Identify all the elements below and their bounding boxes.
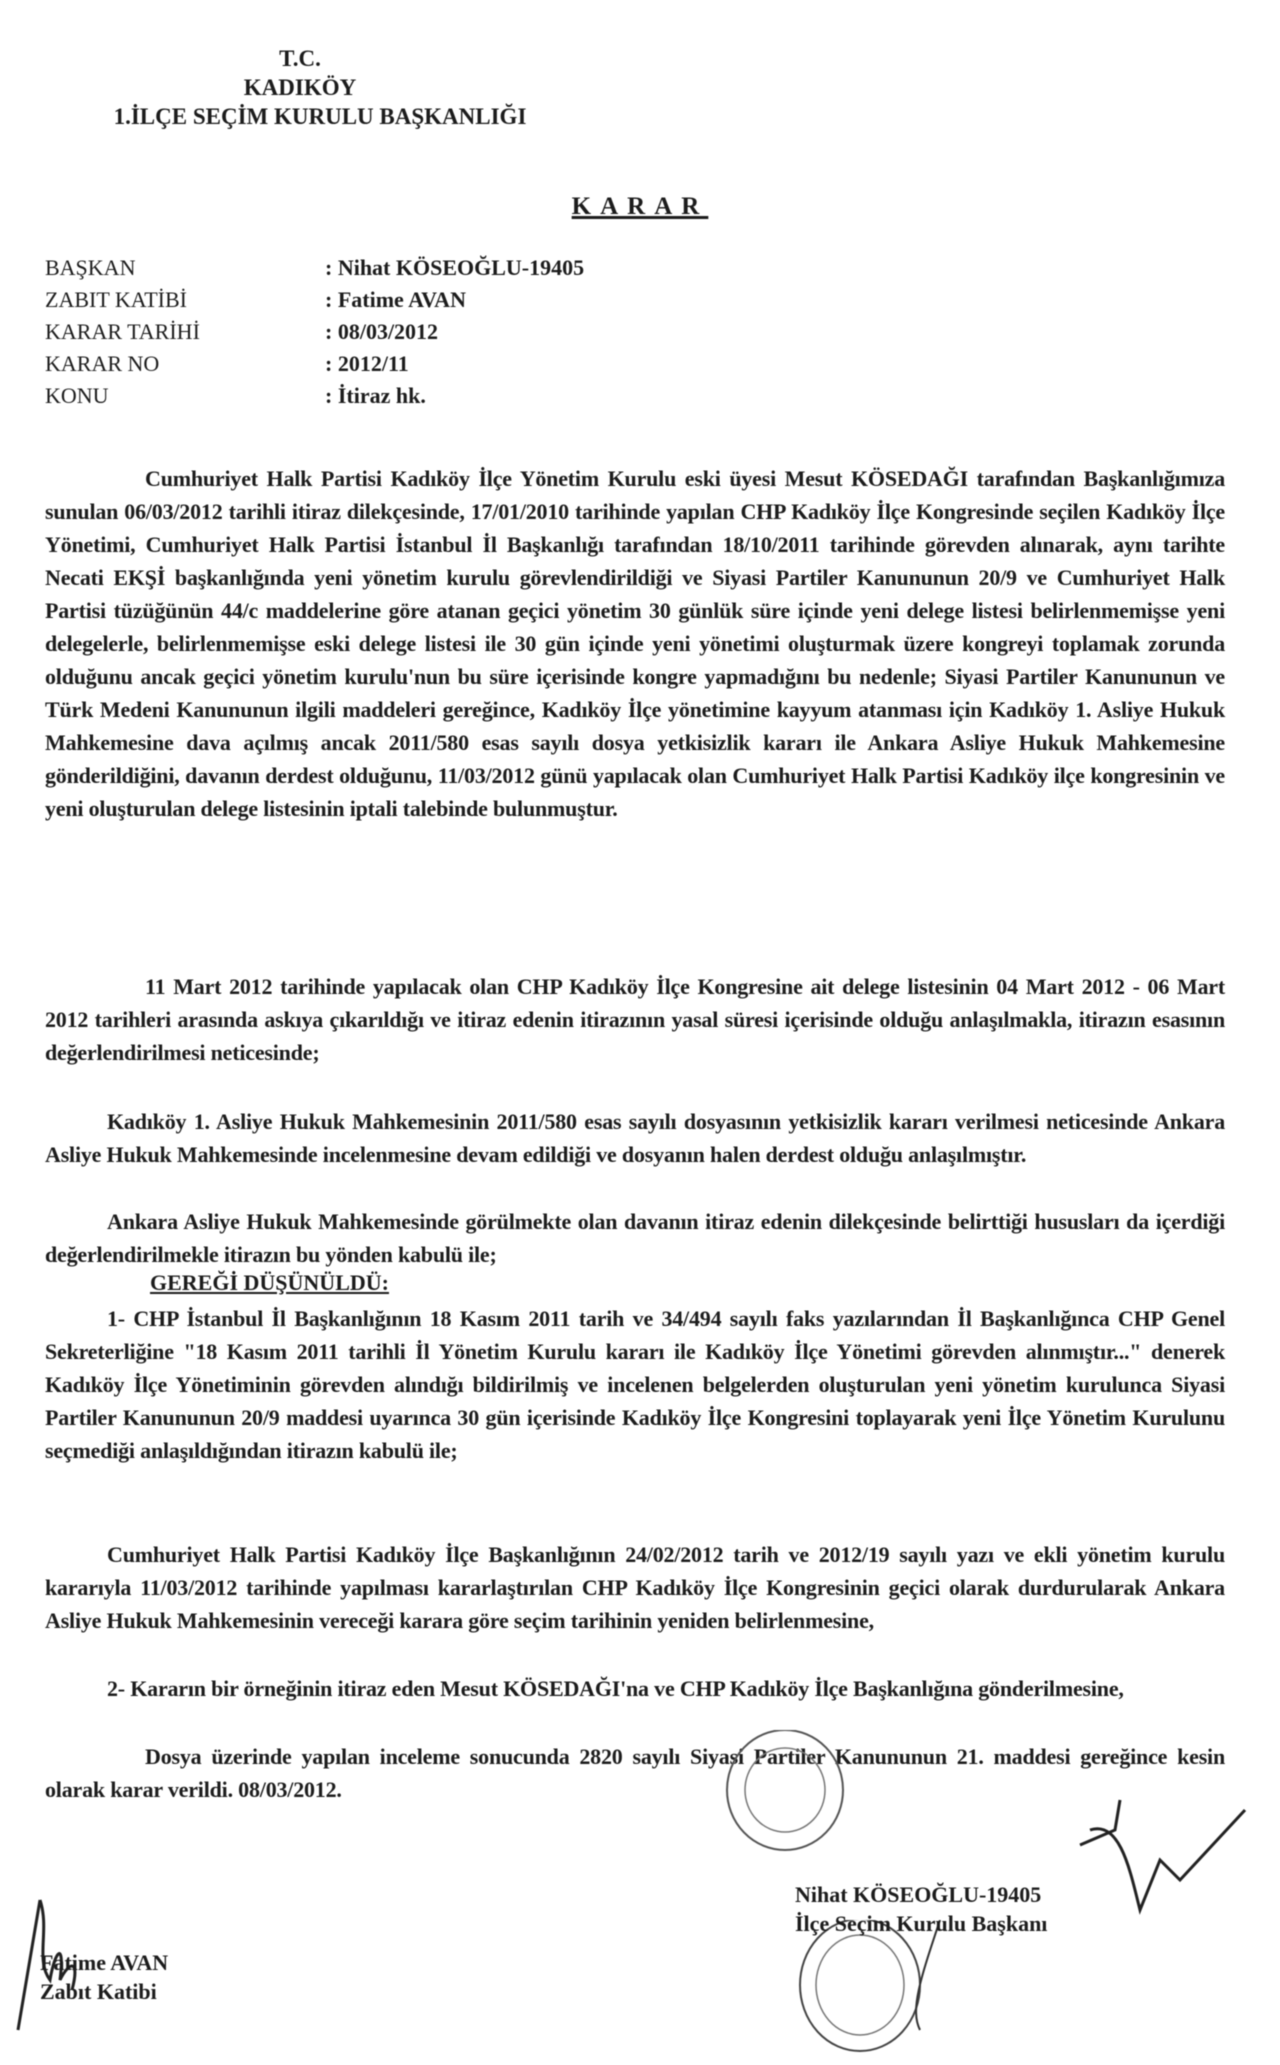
field-value: : Fatime AVAN	[325, 287, 466, 312]
field-value: : İtiraz hk.	[325, 383, 426, 408]
header-district: KADIKÖY	[243, 75, 357, 100]
header-tc: T.C.	[279, 46, 321, 71]
field-label: BAŞKAN	[45, 255, 136, 280]
paragraph-court-case: Kadıköy 1. Asliye Hukuk Mahkemesinin 2011/580 esas sayılı dosyasının yetkisizlik kararı verilmesi neticesinde Ankara Asliye Hukuk Mahkemesinde incelenmesine devam edildiği ve dosyanın halen derdest olduğu anlaşılmıştır.	[45, 1109, 1225, 1167]
signature-right	[795, 1880, 1047, 1938]
signature-right-icon	[1060, 1790, 1260, 1920]
signer-title: İlçe Seçim Kurulu Başkanı	[795, 1911, 1048, 1936]
field-label: KARAR NO	[45, 351, 160, 376]
field-value: : Nihat KÖSEOĞLU-19405	[325, 255, 585, 280]
signer-name: Nihat KÖSEOĞLU-19405	[795, 1882, 1042, 1907]
field-row	[45, 316, 584, 348]
field-label: ZABIT KATİBİ	[45, 287, 187, 312]
signer-title: Zabıt Katibi	[40, 1979, 157, 2004]
field-row	[45, 252, 584, 284]
field-label: KARAR TARİHİ	[45, 319, 200, 344]
field-value: : 08/03/2012	[325, 319, 439, 344]
decision-item-1: 1- CHP İstanbul İl Başkanlığının 18 Kasım 2011 tarih ve 34/494 sayılı faks yazılarından İl Başkanlığınca CHP Genel Sekreterliğine "18 Kasım 2011 tarihli İl Yönetim Kurulu kararı ile Kadıköy İlçe Yönetimi görevden alınmıştır..." denerek Kadıköy İlçe Yönetiminin görevden alındığı bildirilmiş ve incelenen belgelerden oluşturulan yeni yönetim kurulunca Siyasi Partiler Kanununun 20/9 maddesi uyarınca 30 gün içerisinde Kadıköy İlçe Kongresini toplayarak yeni İlçe Yönetim Kurulunu seçmediği anlaşıldığından itirazın kabulü ile;	[45, 1306, 1225, 1463]
field-label: KONU	[45, 383, 109, 408]
field-row	[45, 284, 584, 316]
decision-item-2: 2- Kararın bir örneğinin itiraz eden Mesut KÖSEDAĞI'na ve CHP Kadıköy İlçe Başkanlığına gönderilmesine,	[107, 1676, 1124, 1701]
field-value: : 2012/11	[325, 351, 409, 376]
paragraph-delegate-list: 11 Mart 2012 tarihinde yapılacak olan CHP Kadıköy İlçe Kongresine ait delege listesinin 04 Mart 2012 - 06 Mart 2012 tarihleri arasında askıya çıkarıldığı ve itiraz edenin itirazının yasal süresi içerisinde olduğu anlaşılmakla, itirazın esasının değerlendirilmesi neticesinde;	[45, 974, 1225, 1065]
paragraph-final: Dosya üzerinde yapılan inceleme sonucunda 2820 sayılı Siyasi Partiler Kanununun 21. maddesi gereğince kesin olarak karar verildi. 08/03/2012.	[45, 1744, 1225, 1802]
decision-heading: GEREĞİ DÜŞÜNÜLDÜ:	[150, 1270, 389, 1295]
stamp-icon	[690, 1730, 910, 1880]
field-row	[45, 380, 584, 412]
field-row	[45, 348, 584, 380]
paragraph-petition: Cumhuriyet Halk Partisi Kadıköy İlçe Yönetim Kurulu eski üyesi Mesut KÖSEDAĞI tarafından Başkanlığımıza sunulan 06/03/2012 tarihli itiraz dilekçesinde, 17/01/2010 tarihinde yapılan CHP Kadıköy İlçe Kongresinde seçilen Kadıköy İlçe Yönetimi, Cumhuriyet Halk Partisi İstanbul İl Başkanlığı tarafından 18/10/2011 tarihinde görevden alınarak, aynı tarihte Necati EKŞİ başkanlığında yeni yönetim kurulu görevlendirildiği ve Siyasi Partiler Kanununun 20/9 ve Cumhuriyet Halk Partisi tüzüğünün 44/c maddelerine göre atanan geçici yönetim 30 günlük süre içinde yeni delege listesi belirlenmemişse yeni delegelerle, belirlenmemişse eski delege listesi ile 30 gün içinde yeni yönetimi oluşturmak üzere kongreyi toplamak zorunda olduğunu ancak geçici yönetim kurulu'nun bu süre içerisinde kongre yapmadığını bu nedenle; Siyasi Partiler Kanununun ve Türk Medeni Kanununun ilgili maddeleri gereğince, Kadıköy İlçe yönetimine kayyum atanması için Kadıköy 1. Asliye Hukuk Mahkemesine dava açılmış ancak 2011/580 esas sayılı dosya yetkisizlik kararı ile Ankara Asliye Hukuk Mahkemesine gönderildiğini, davanın derdest olduğunu, 11/03/2012 günü yapılacak olan Cumhuriyet Halk Partisi Kadıköy ilçe kongresinin ve yeni oluşturulan delege listesinin iptali talebinde bulunmuştur.	[45, 466, 1225, 821]
header-office: 1.İLÇE SEÇİM KURULU BAŞKANLIĞI	[113, 104, 527, 129]
paragraph-congress-halt: Cumhuriyet Halk Partisi Kadıköy İlçe Başkanlığının 24/02/2012 tarih ve 2012/19 sayılı yazı ve ekli yönetim kurulu kararıyla 11/03/2012 tarihinde yapılması kararlaştırılan CHP Kadıköy İlçe Kongresinin geçici olarak durdurularak Ankara Asliye Hukuk Mahkemesinin vereceği karara göre seçim tarihinin yeniden belirlenmesine,	[45, 1542, 1225, 1633]
signature-left	[40, 1948, 168, 2006]
paragraph-evaluation: Ankara Asliye Hukuk Mahkemesinde görülmekte olan davanın itiraz edenin dilekçesinde belirttiği hususları da içerdiği değerlendirilmekle itirazın bu yönden kabulü ile;	[45, 1209, 1225, 1267]
signer-name: Fatime AVAN	[40, 1950, 169, 1975]
decision-fields	[45, 252, 584, 412]
stamp-icon	[790, 1920, 960, 2060]
document-title: KARAR	[571, 193, 709, 220]
